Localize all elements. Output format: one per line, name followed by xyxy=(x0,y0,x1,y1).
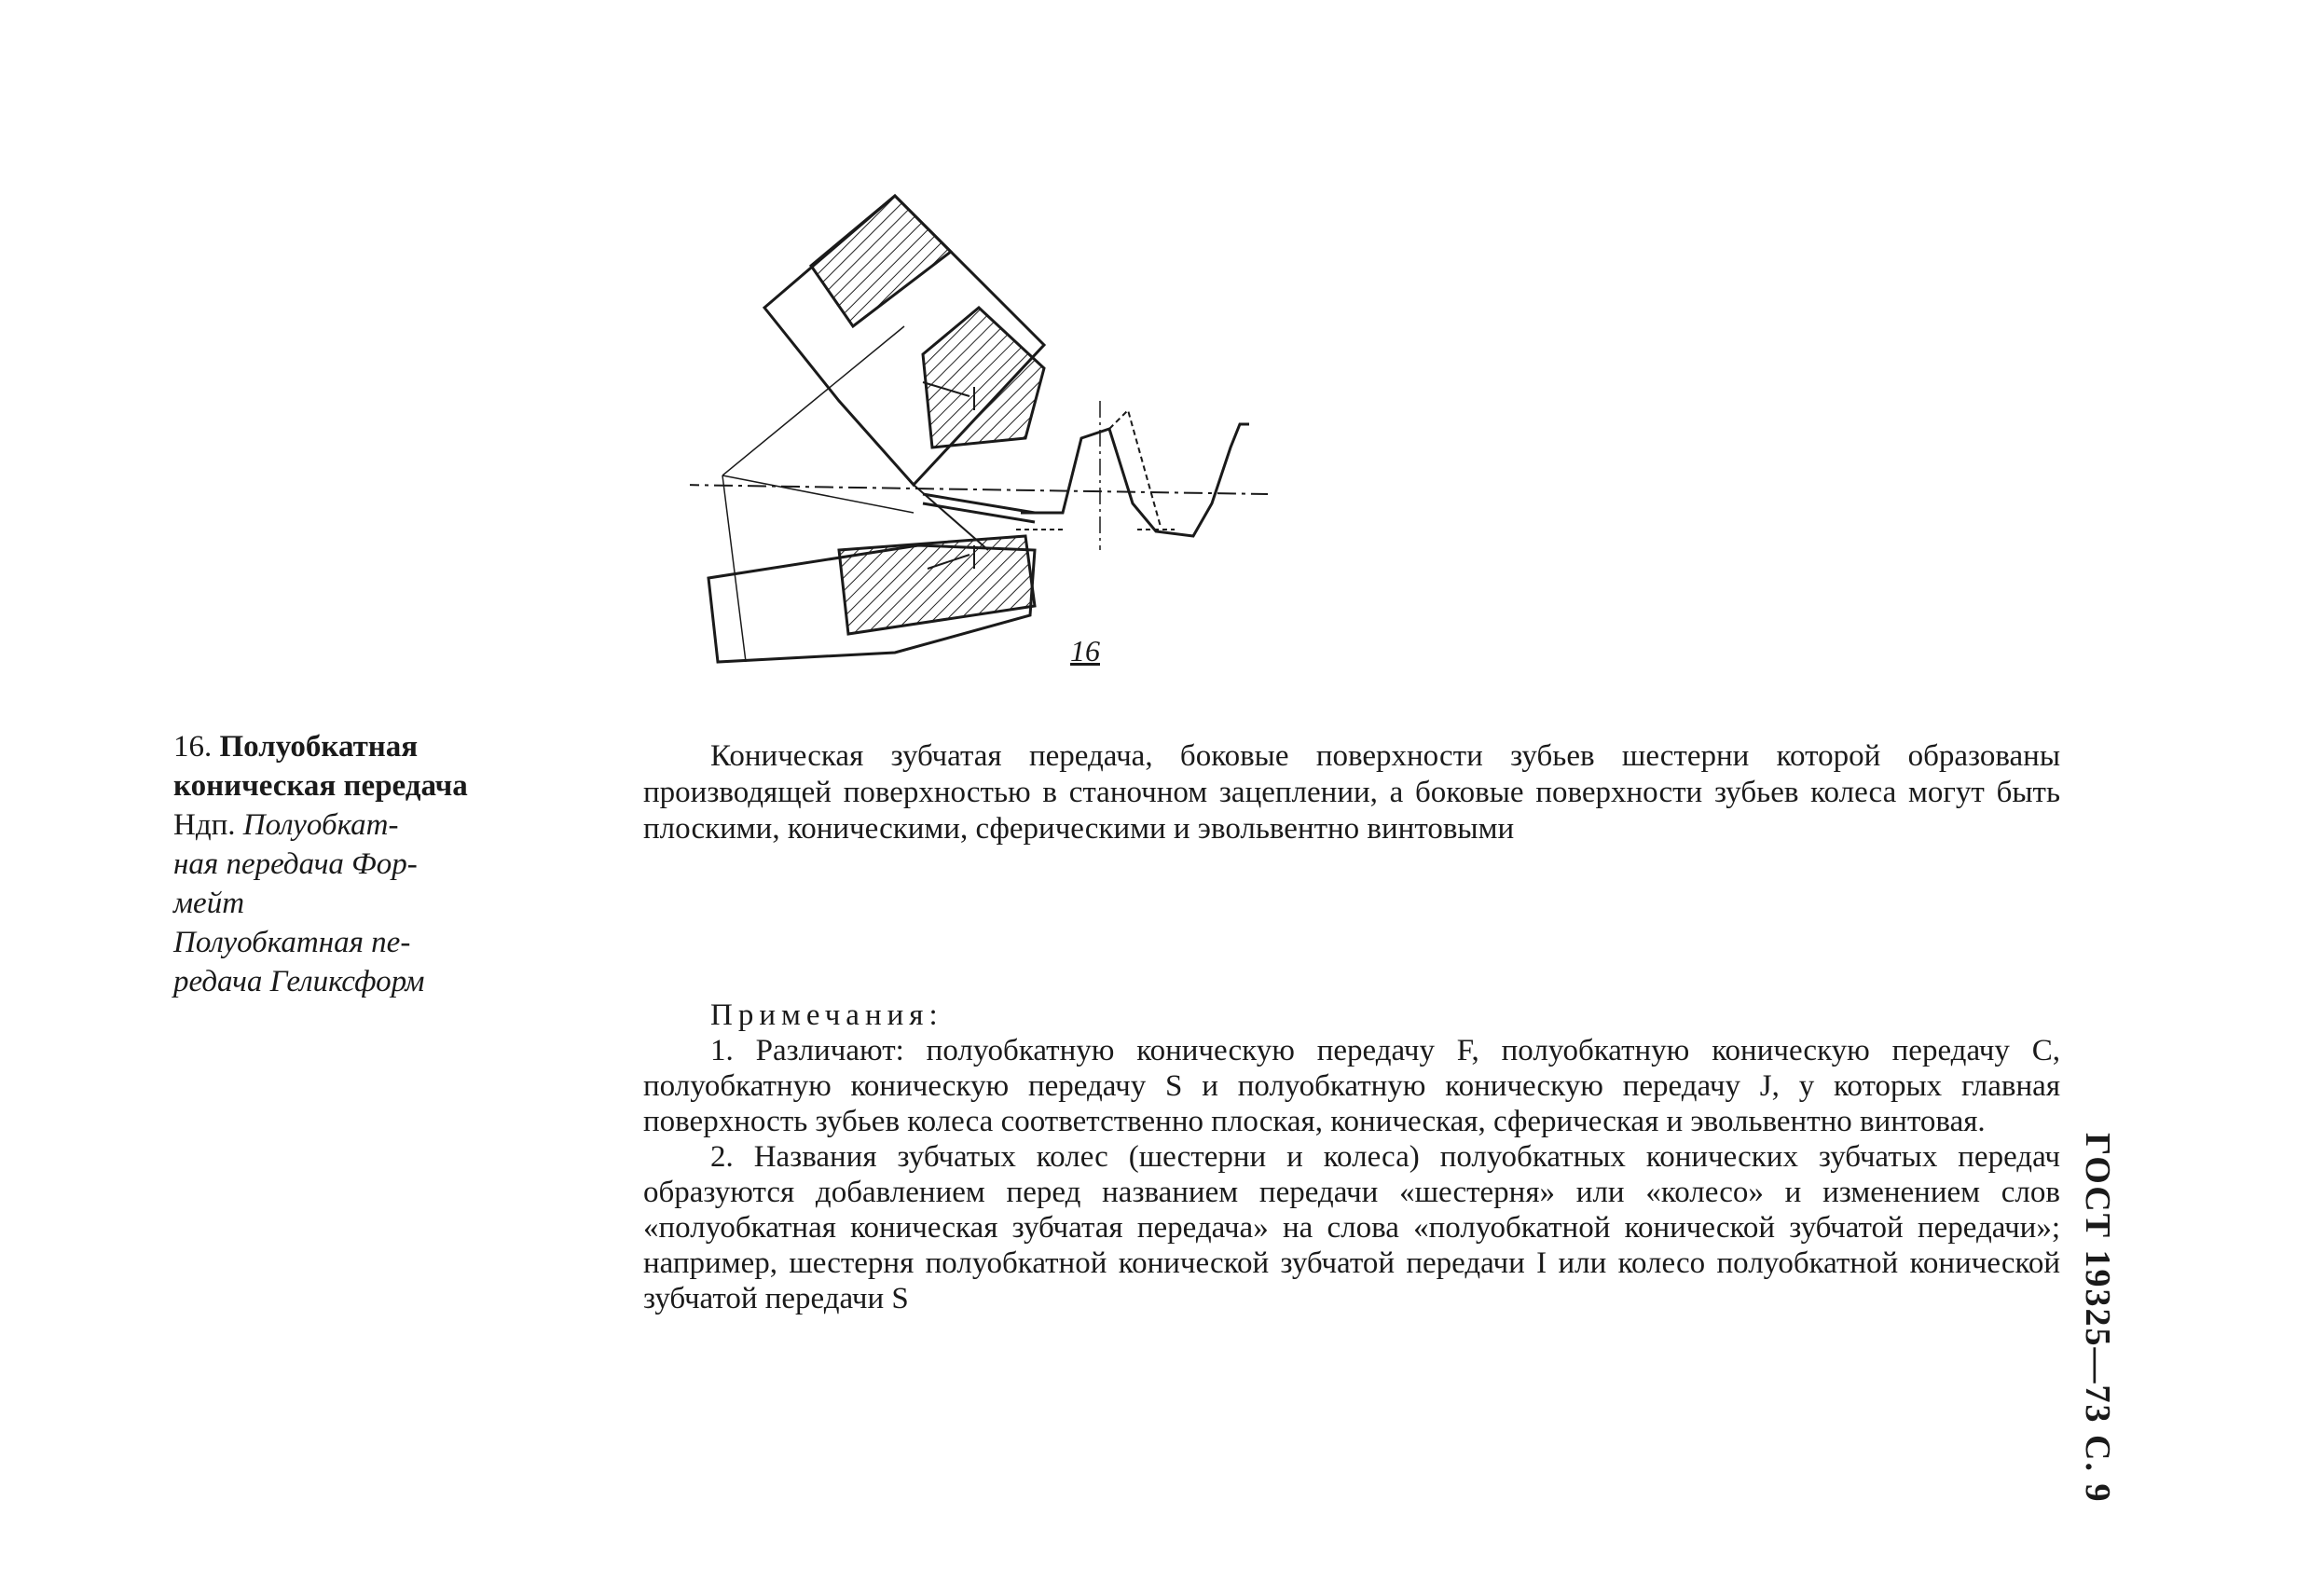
ndp1-part1: Полуобкат- xyxy=(242,808,399,842)
ndp2-part1: Полуобкатная пе- xyxy=(173,926,411,959)
bevel-gear-drawing xyxy=(690,177,1305,681)
ndp2-part2: редача Геликсформ xyxy=(173,965,425,998)
term-column xyxy=(173,727,490,1001)
note-2: 2. Названия зубчатых колес (шестерни и колеса) полуобкатных конических зубчатых передач образуются добавлением перед названием передачи «шестерня» или «колесо» и изменением слов «полуобкатная коническая зубчатая передача» на слова «полуобкатной конической зубчатой передачи»; например, шестерня полуобкатной конической зубчатой передачи I или колесо полуобкатной конической зубчатой передачи S xyxy=(643,1140,2060,1315)
term-title-line1: Полуобкатная xyxy=(219,730,419,764)
term-title-line2: коническая передача xyxy=(173,769,468,803)
ndp-prefix: Ндп. xyxy=(173,808,236,842)
gear-figure xyxy=(690,177,1305,681)
definition-block xyxy=(643,738,2060,847)
term-heading xyxy=(173,727,490,766)
ndp-line1 xyxy=(173,805,490,845)
note-1: 1. Различают: полуобкатную коническую передачу F, полуобкатную коническую передачу C, полуобкатную коническую передачу S и полуобкатную коническую передачу J, у которых главная поверхность зубьев колеса соответственно плоская, коническая, сферическая и эвольвентно винтовая. xyxy=(643,1034,2060,1138)
ndp1-part2: ная передача Фор- xyxy=(173,847,418,881)
ndp1-part3: мейт xyxy=(173,887,245,920)
notes-heading: Примечания: xyxy=(710,998,943,1032)
term-number: 16. xyxy=(173,730,213,764)
figure-label: 16 xyxy=(1070,634,1100,668)
definition-text: Коническая зубчатая передача, боковые поверхности зубьев шестерни которой образованы производящей поверхностью в станочном зацеплении, а боковые поверхности зубьев колеса могут быть плоскими, коническими, сферическими и эвольвентно винтовыми xyxy=(643,739,2060,846)
notes-block xyxy=(643,998,2060,1316)
side-stamp: ГОСТ 19325—73 С. 9 xyxy=(2078,1133,2117,1504)
